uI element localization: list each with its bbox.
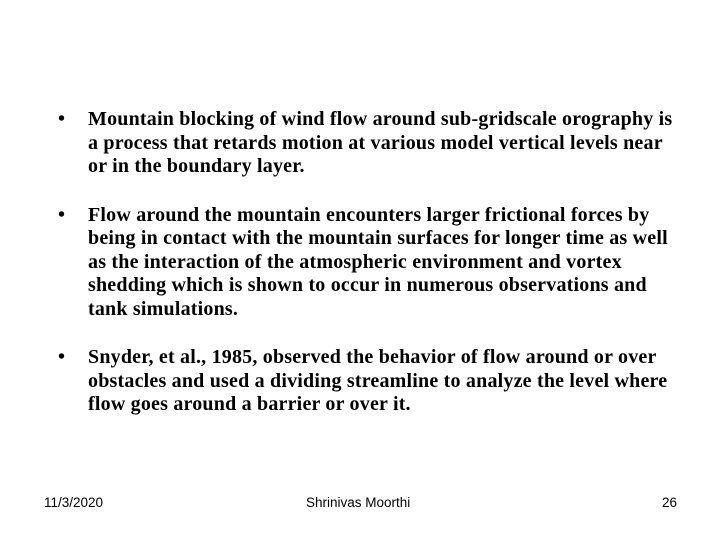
bullet-icon: • [58, 108, 66, 130]
bullet-item-mountain-blocking [56, 108, 676, 179]
footer-date: 11/3/2020 [44, 495, 104, 510]
bullet-icon: • [58, 203, 66, 226]
bullet-text: Mountain blocking of wind flow around sub-gridscale orography is a process that retards motion at various model vertical levels near or in the boundary layer. [88, 108, 673, 177]
bullet-text: Flow around the mountain encounters larger frictional forces by being in contact with the mountain surfaces for longer time as well as the interaction of the atmospheric environment and vortex shedding which is shown to occur in numerous observations and tank simulations. [88, 203, 668, 320]
footer-author: Shrinivas Moorthi [306, 495, 411, 510]
footer-page-number: 26 [661, 495, 677, 510]
bullet-item-snyder-1985 [56, 346, 676, 417]
bullet-icon: • [58, 346, 66, 368]
bullet-list [56, 108, 676, 417]
bullet-item-flow-around-mountain [56, 204, 676, 322]
bullet-text: Snyder, et al., 1985, observed the behavior of flow around or over obstacles and used a dividing streamline to analyze the level where flow goes around a barrier or over it. [88, 346, 668, 415]
